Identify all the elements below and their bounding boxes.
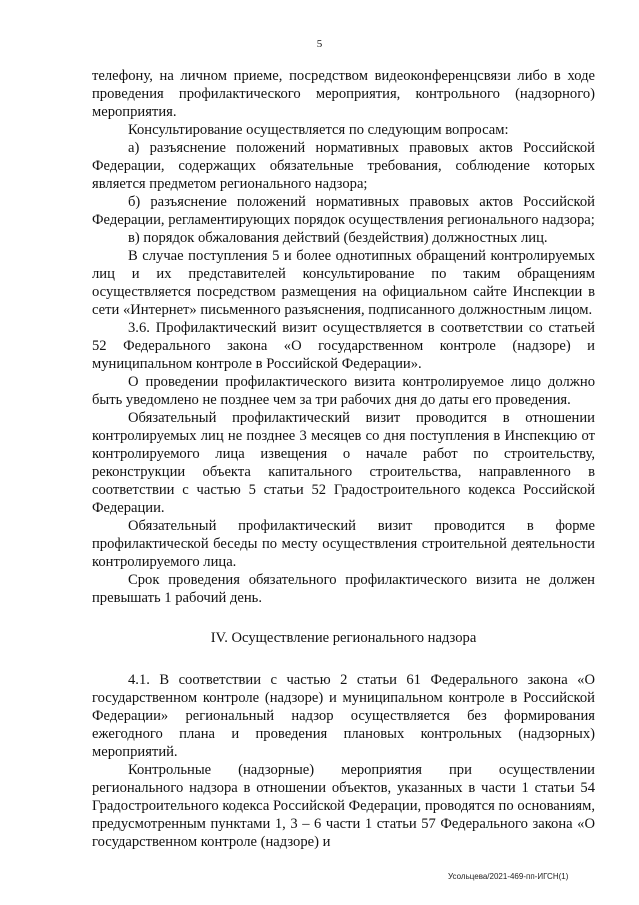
page-number: 5 [316, 38, 323, 50]
paragraph: О проведении профилактического визита контролируемое лицо должно быть уведомлено не позднее чем за три рабочих дня до даты его проведения. [92, 374, 595, 408]
paragraph: Консультирование осуществляется по следующим вопросам: [128, 122, 509, 138]
paragraph: Срок проведения обязательного профилактического визита не должен превышать 1 рабочий день. [92, 572, 595, 606]
section-heading: IV. Осуществление регионального надзора [210, 630, 477, 646]
paragraph: Обязательный профилактический визит проводится в отношении контролируемых лиц не позднее 3 месяцев со дня поступления в Инспекцию от контролируемого лица извещения о начале работ по строительству, реконструкции объекта капитального строительства, направленного в соответствии с частью 5 статьи 52 Градостроительного кодекса Российской Федерации. [92, 410, 595, 516]
footer-document-code: Усольцева/2021-469-пп-ИГСН(1) [448, 872, 569, 881]
paragraph-item-a: а) разъяснение положений нормативных правовых актов Российской Федерации, содержащих обязательные требования, соблюдение которых является предметом регионального надзора; [92, 140, 595, 192]
paragraph-3-6: 3.6. Профилактический визит осуществляется в соответствии со статьей 52 Федерального закона «О государственном контроле (надзоре) и муниципальном контроле в Российской Федерации». [92, 320, 595, 372]
paragraph: В случае поступления 5 и более однотипных обращений контролируемых лиц и их представителей консультирование по таким обращениям осуществляется посредством размещения на официальном сайте Инспекции в сети «Интернет» письменного разъяснения, подписанного должностным лицом. [92, 248, 595, 318]
paragraph-item-b: б) разъяснение положений нормативных правовых актов Российской Федерации, регламентирующих порядок осуществления регионального надзора; [92, 194, 595, 228]
paragraph-4-1: 4.1. В соответствии с частью 2 статьи 61 Федерального закона «О государственном контроле (надзоре) и муниципальном контроле в Российской Федерации» региональный надзор осуществляется без формирования ежегодного плана и проведения плановых контрольных (надзорных) мероприятий. [92, 672, 595, 760]
paragraph: Обязательный профилактический визит проводится в форме профилактической беседы по месту осуществления строительной деятельности контролируемого лица. [92, 518, 595, 570]
paragraph: Контрольные (надзорные) мероприятия при осуществлении регионального надзора в отношении объектов, указанных в части 1 статьи 54 Градостроительного кодекса Российской Федерации, проводятся по основаниям, предусмотренным пунктами 1, 3 – 6 части 1 статьи 57 Федерального закона «О государственном контроле (надзоре) и [92, 762, 595, 850]
document-body [92, 67, 595, 851]
paragraph-item-c: в) порядок обжалования действий (бездействия) должностных лиц. [128, 230, 548, 246]
paragraph-continuation: телефону, на личном приеме, посредством видеоконференцсвязи либо в ходе проведения профилактического мероприятия, контрольного (надзорного) мероприятия. [92, 68, 595, 120]
